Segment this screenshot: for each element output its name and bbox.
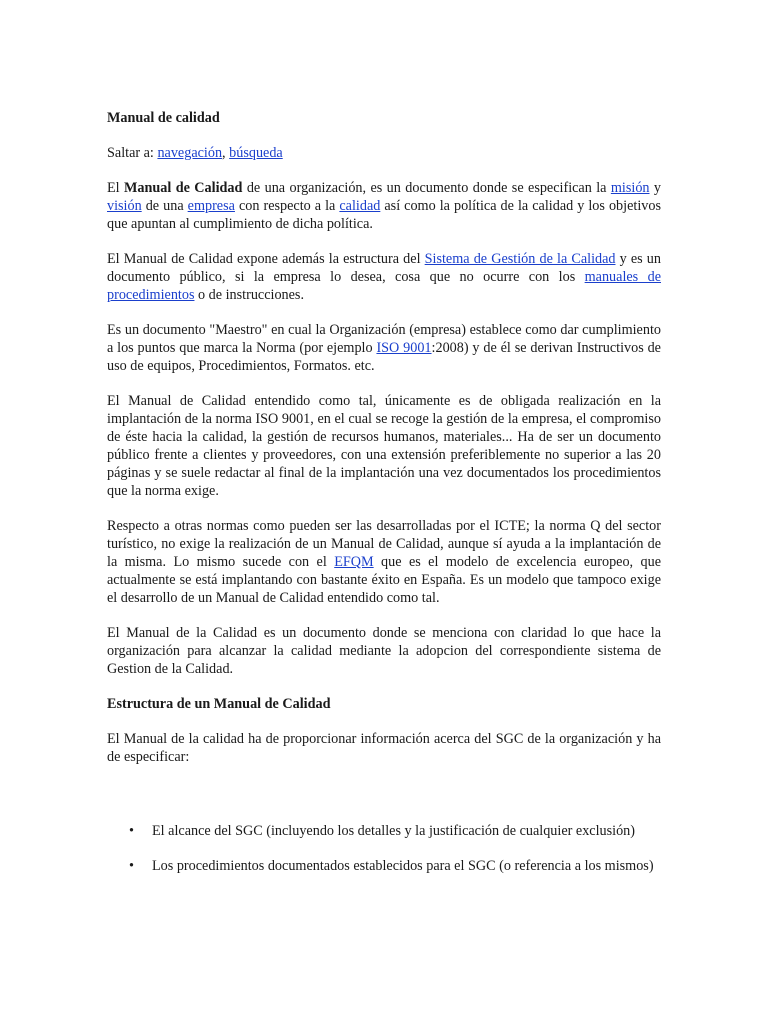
sgc-link[interactable]: Sistema de Gestión de la Calidad [424,251,616,267]
list-item [107,822,661,840]
efqm-link[interactable]: EFQM [334,554,374,570]
text: El Manual de Calidad expone además la estructura del [107,251,425,267]
text: Es un documento "Maestro" en cual la Organización (empresa) establece como dar cumplimiento a los puntos que marca la Norma (por ejemplo [107,322,661,356]
iso-9001-link[interactable]: ISO 9001 [376,340,432,356]
text: El [107,180,125,196]
list-item [107,857,661,875]
text: así como la política de la calidad y los objetivos que apuntan al cumplimiento de dicha política. [107,198,661,232]
paragraph-specify: El Manual de la calidad ha de proporcionar información acerca del SGC de la organización y ha de especificar: [107,731,661,765]
paragraph-obligada: El Manual de Calidad entendido como tal, únicamente es de obligada realización en la implantación de la norma ISO 9001, en el cual se recoge la gestión de la empresa, el compromiso de éste hacia la calidad, la gestión de recursos humanos, materiales... Ha de ser un documento público frente a clientes y proveedores, con una extensión preferiblemente no superior a las 20 páginas y se suele redactar al final de la implantación una vez documentados los procedimientos que la norma exige. [107,393,661,499]
skip-links [107,144,661,162]
paragraph-intro [107,179,661,233]
manuales-link[interactable]: manuales de procedimientos [107,269,661,303]
requirements-list [107,822,661,875]
text: que es el modelo de excelencia europeo, que actualmente se está implantando con bastante éxito en España. Es un modelo que tampoco exige el desarrollo de un Manual de Calidad entendido como tal. [107,554,661,606]
list-item-text: Los procedimientos documentados establecidos para el SGC (o referencia a los mismos) [152,858,654,874]
document-page [107,109,661,892]
page-title: Manual de calidad [107,110,220,126]
text: de una organización, es un documento donde se especifican la [242,180,611,196]
bullet-icon: • [129,858,134,874]
calidad-link[interactable]: calidad [339,198,381,214]
bullet-icon: • [129,823,134,839]
section-heading: Estructura de un Manual de Calidad [107,696,331,712]
paragraph-maestro [107,321,661,375]
empresa-link[interactable]: empresa [187,198,235,214]
bold-term: Manual de Calidad [124,180,243,196]
text: de una [141,198,188,214]
skip-prefix: Saltar a: [107,145,158,161]
text: con respecto a la [234,198,340,214]
navigation-link[interactable]: navegación [157,145,223,161]
text: Respecto a otras normas como pueden ser las desarrolladas por el ICTE; la norma Q del sector turístico, no exige la realización de un Manual de Calidad, aunque sí ayuda a la implantación de la misma. Lo mismo sucede con el [107,518,661,570]
mision-link[interactable]: misión [610,180,650,196]
text: :2008) y de él se derivan Instructivos de uso de equipos, Procedimientos, Formatos. etc. [107,340,661,374]
paragraph-otras-normas [107,517,661,607]
paragraph-definition: El Manual de la Calidad es un documento donde se menciona con claridad lo que hace la organización para alcanzar la calidad mediante la adopcion del correspondiente sistema de Gestion de la Calidad. [107,625,661,677]
text: y es un documento público, si la empresa lo desea, cosa que no ocurre con los [107,251,661,285]
paragraph-structure [107,250,661,304]
list-item-text: El alcance del SGC (incluyendo los detalles y la justificación de cualquier exclusión) [152,823,636,839]
search-link[interactable]: búsqueda [229,145,283,161]
vision-link[interactable]: visión [107,198,142,214]
text: o de instrucciones. [194,287,304,303]
skip-separator: , [222,145,230,161]
text: y [649,180,662,196]
